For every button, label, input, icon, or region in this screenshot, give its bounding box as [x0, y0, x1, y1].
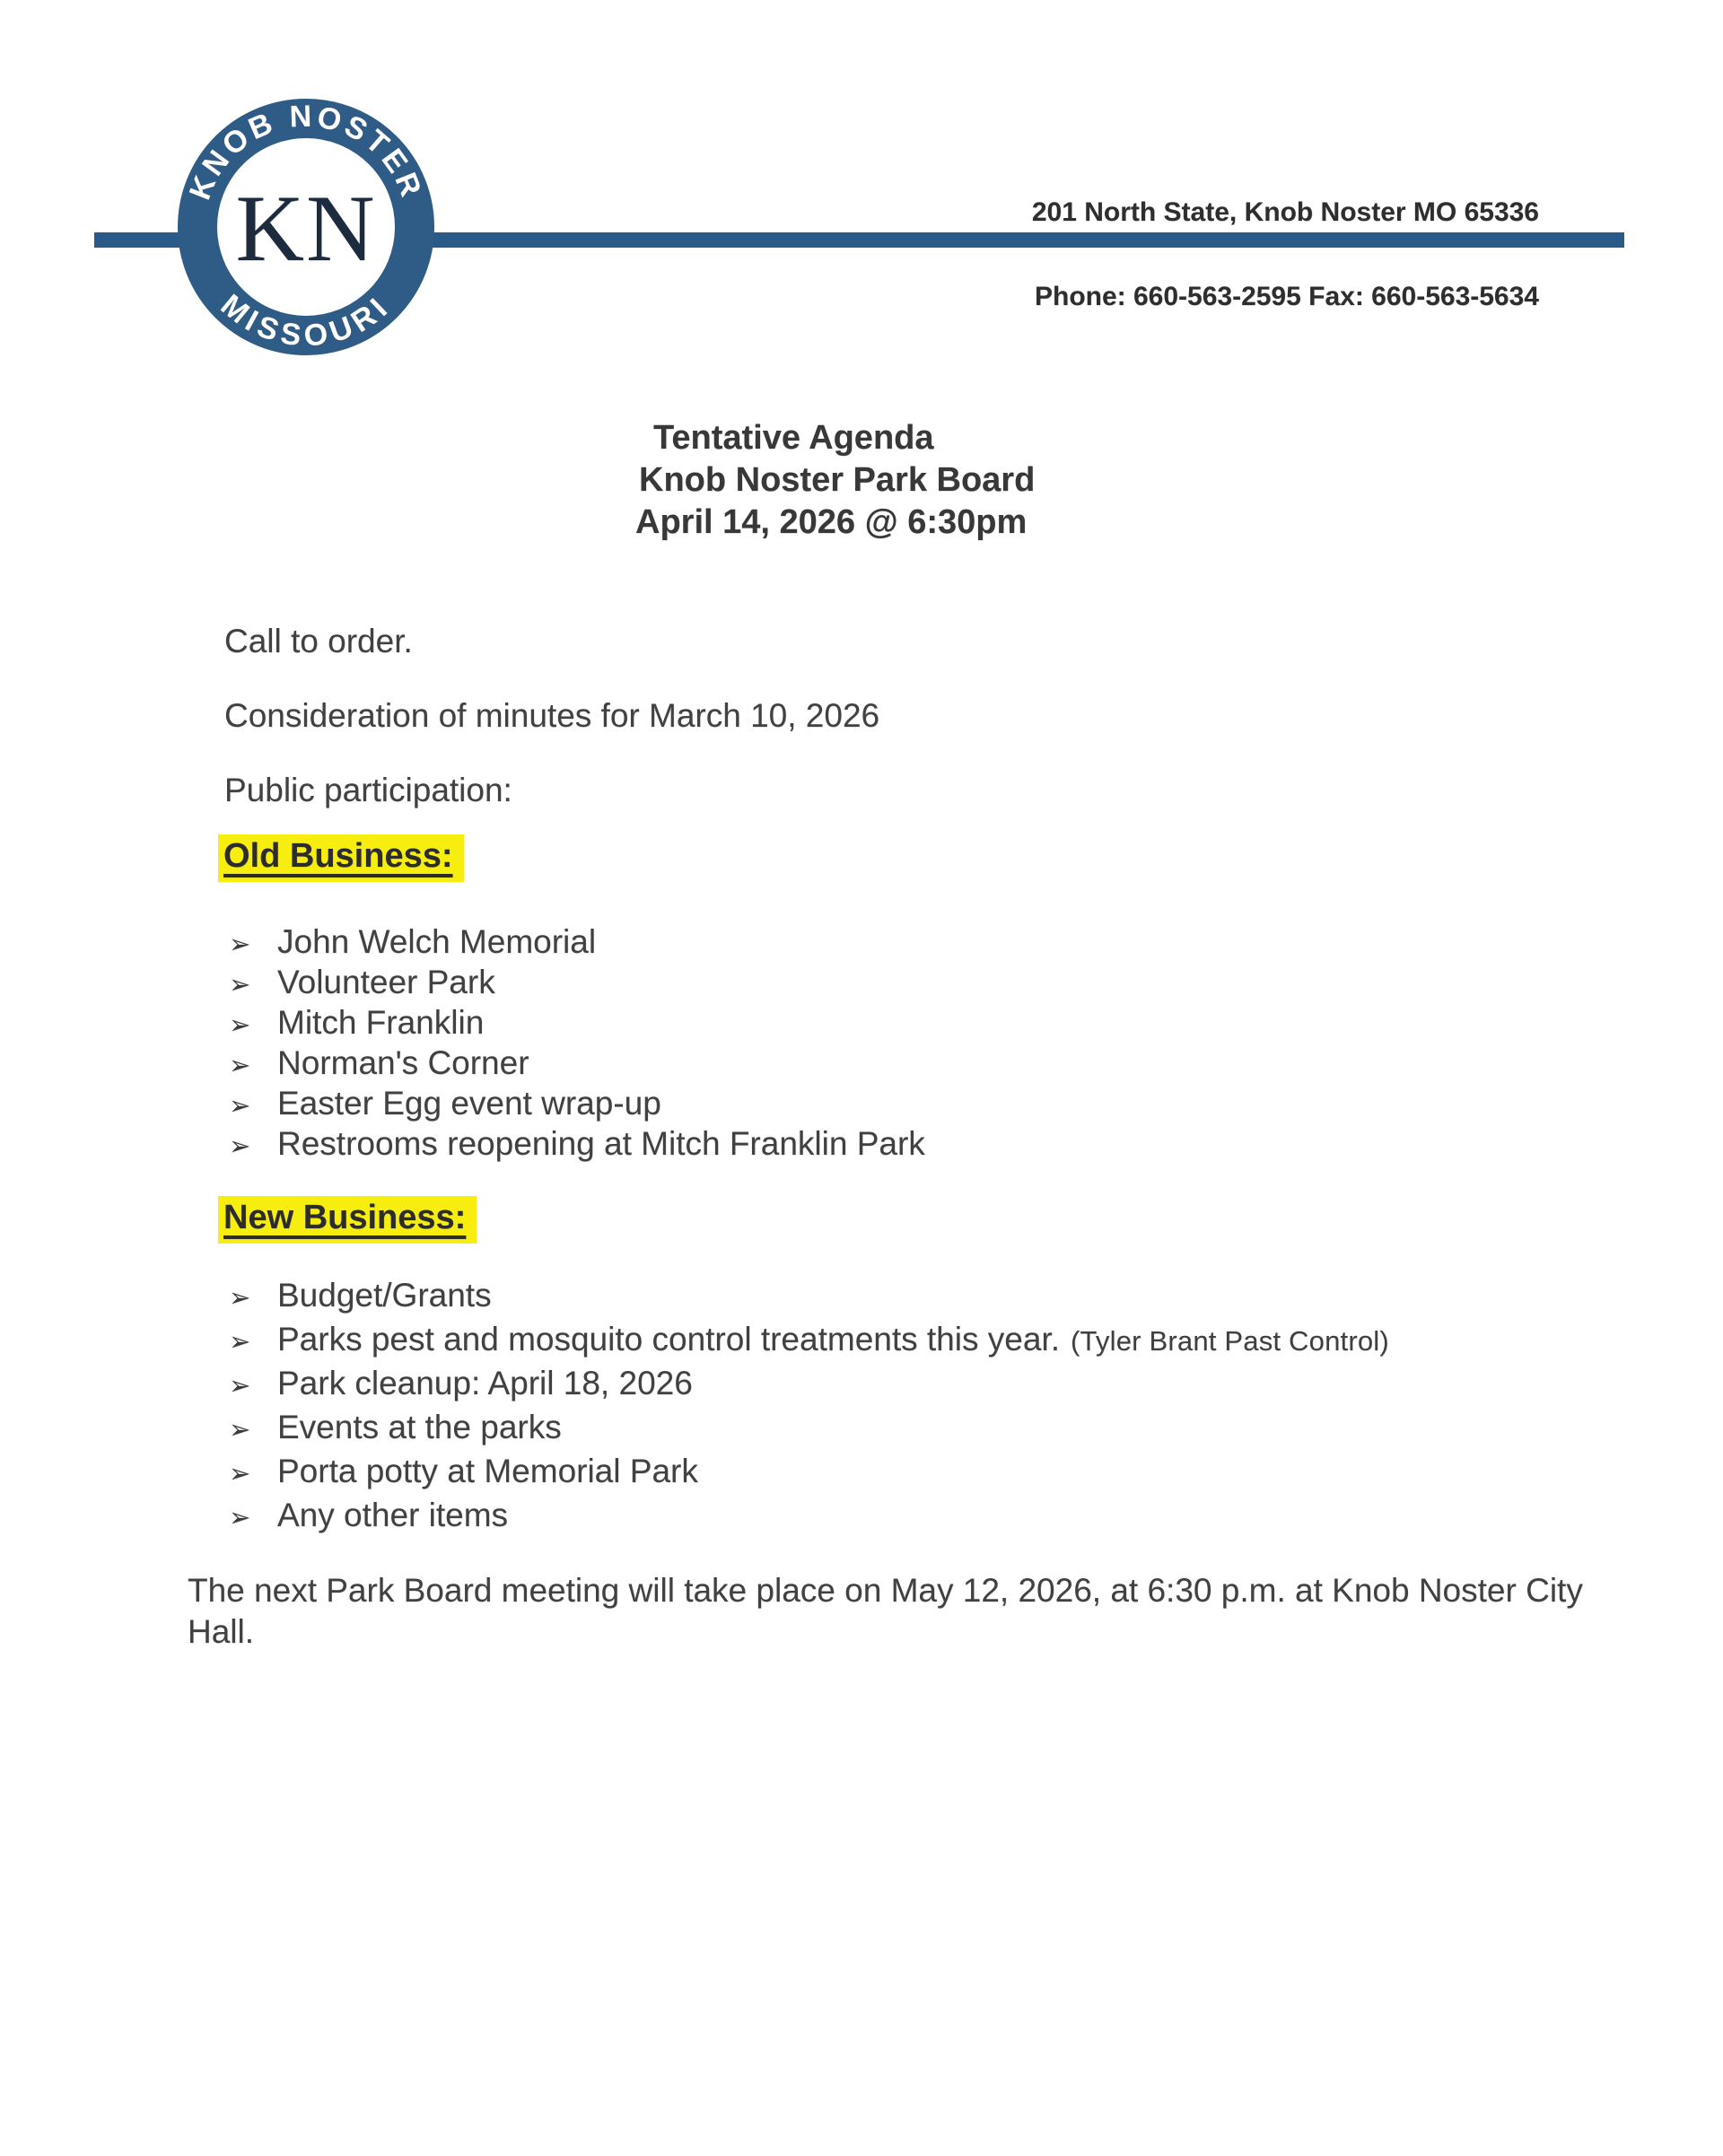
list-item [229, 1085, 925, 1125]
list-item [229, 1407, 1389, 1451]
arrow-bullet-icon: ➢ [229, 1372, 251, 1401]
arrow-bullet-icon: ➢ [229, 1011, 251, 1040]
list-item [229, 1319, 1389, 1363]
list-item-label: Events at the parks [277, 1409, 562, 1445]
list-item [229, 1125, 925, 1165]
list-item-note: (Tyler Brant Past Control) [1070, 1325, 1389, 1357]
list-item-label: Easter Egg event wrap-up [277, 1085, 661, 1122]
arrow-bullet-icon: ➢ [229, 971, 251, 999]
phone-fax-line: Phone: 660-563-2595 Fax: 660-563-5634 [1034, 282, 1539, 311]
arrow-bullet-icon: ➢ [229, 1092, 251, 1121]
page-subtitle-board: Knob Noster Park Board [639, 461, 1036, 499]
new-business-list [229, 1275, 1389, 1539]
arrow-bullet-icon: ➢ [229, 1284, 251, 1313]
list-item [229, 1275, 1389, 1319]
list-item-label: Restrooms reopening at Mitch Franklin Park [277, 1125, 925, 1162]
page-title: Tentative Agenda [653, 419, 934, 457]
list-item-label: Parks pest and mosquito control treatments this year. [277, 1321, 1060, 1357]
arrow-bullet-icon: ➢ [229, 930, 251, 959]
list-item [229, 1451, 1389, 1495]
list-item-label: Norman's Corner [277, 1044, 529, 1081]
list-item [229, 1495, 1389, 1539]
logo-bottom-arc-text: MISSOURI [214, 287, 398, 354]
list-item [229, 1363, 1389, 1407]
old-business-heading: Old Business: [218, 834, 464, 882]
page-subtitle-datetime: April 14, 2026 @ 6:30pm [635, 503, 1028, 541]
public-participation-text: Public participation: [224, 772, 512, 808]
list-item-label: Park cleanup: April 18, 2026 [277, 1365, 693, 1401]
list-item [229, 964, 925, 1004]
address-line: 201 North State, Knob Noster MO 65336 [1031, 197, 1539, 227]
list-item-label: Budget/Grants [277, 1277, 492, 1314]
arrow-bullet-icon: ➢ [229, 1416, 251, 1445]
arrow-bullet-icon: ➢ [229, 1504, 251, 1532]
next-meeting-line-2: Hall. [188, 1613, 255, 1650]
list-item-label: Porta potty at Memorial Park [277, 1453, 698, 1489]
arrow-bullet-icon: ➢ [229, 1132, 251, 1161]
next-meeting-line-1: The next Park Board meeting will take place on May 12, 2026, at 6:30 p.m. at Knob Noster City [188, 1572, 1583, 1609]
list-item-label: John Welch Memorial [277, 923, 597, 960]
minutes-consideration-text: Consideration of minutes for March 10, 2026 [224, 697, 880, 734]
arrow-bullet-icon: ➢ [229, 1328, 251, 1357]
new-business-heading: New Business: [218, 1196, 477, 1244]
arrow-bullet-icon: ➢ [229, 1460, 251, 1488]
next-meeting-text [188, 1570, 1583, 1653]
old-business-list [229, 923, 925, 1165]
call-to-order-text: Call to order. [224, 623, 413, 659]
logo-monogram: KN [235, 176, 377, 281]
list-item-label: Volunteer Park [277, 964, 495, 1000]
list-item [229, 923, 925, 964]
list-item-label: Any other items [277, 1497, 509, 1533]
list-item-label: Mitch Franklin [277, 1004, 485, 1041]
arrow-bullet-icon: ➢ [229, 1052, 251, 1080]
list-item [229, 1044, 925, 1085]
knob-noster-city-logo-icon [178, 99, 434, 355]
logo-top-arc-text: KNOB NOSTER [182, 99, 430, 205]
list-item [229, 1004, 925, 1044]
